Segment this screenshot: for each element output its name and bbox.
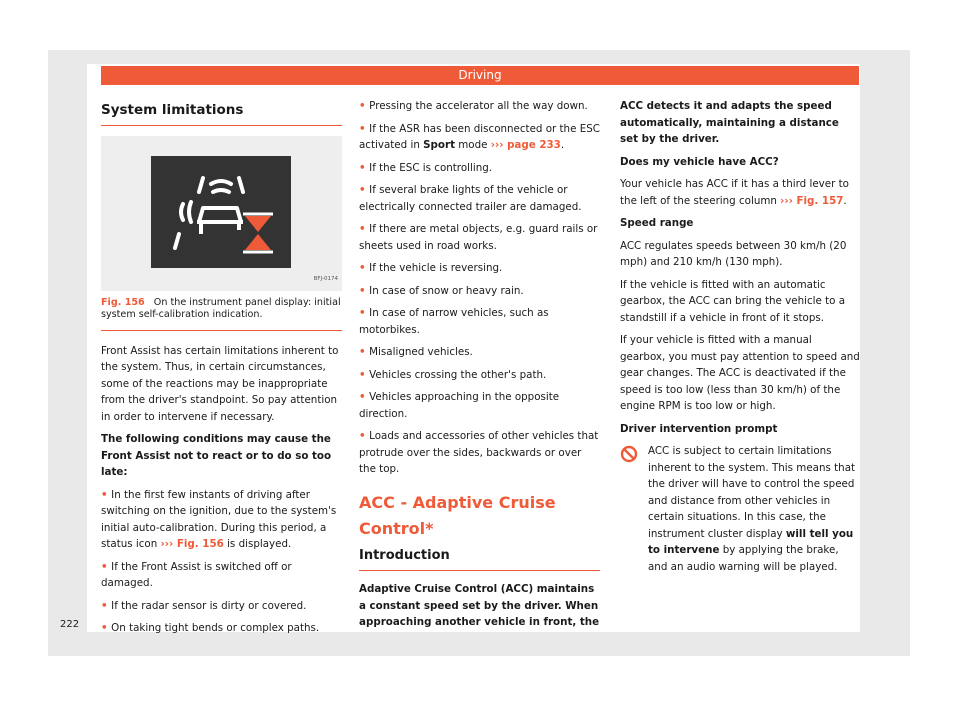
question-heading: Does my vehicle have ACC? [620,155,779,168]
warning-text: ACC is subject to certain limitations inherent to the system. This means that the driver will have to control the speed and distance from other vehicles in certain situations. In this case, the instrument cluster display will tell you to intervene by applying the brake, and an audio warning will be played. [648,445,856,573]
answer-paragraph: Your vehicle has ACC if it has a third lever to the left of the steering column ››› Fig. 157. [620,178,849,207]
list-item: • In case of narrow vehicles, such as motorbikes. [359,305,600,338]
acc-intro-paragraph: Adaptive Cruise Control (ACC) maintains a constant speed set by the driver. When approaching another vehicle in front, the [359,583,600,628]
figure-link[interactable]: ››› Fig. 157 [780,194,844,207]
introduction-heading: Introduction [359,548,600,572]
acc-lead-paragraph: ACC detects it and adapts the speed automatically, maintaining a distance set by the driver. [620,100,839,145]
instrument-display [151,156,291,268]
caption-text: On the instrument panel display: initial system self-calibration indication. [101,296,341,320]
driver-intervention-heading: Driver intervention prompt [620,422,778,435]
manual-gearbox-paragraph: If your vehicle is fitted with a manual gearbox, you must pay attention to speed and gear changes. The ACC is deactivated if the speed is too low (less than 30 km/h) of the engine RPM is too low or high. [620,334,860,412]
column-3 [620,98,860,581]
list-item: • Vehicles approaching in the opposite direction. [359,389,600,422]
list-item: • Misaligned vehicles. [359,344,600,361]
no-symbol-icon [620,445,638,463]
list-item: • If the ESC is controlling. [359,160,600,177]
list-item: • Pressing the accelerator all the way down. [359,98,600,115]
list-item: • In the first few instants of driving after switching on the ignition, due to the system's initial auto-calibration. During this period, a status icon ››› Fig. 156 is displayed. [101,487,342,553]
chapter-header: Driving [101,66,859,85]
section-title: System limitations [101,90,342,126]
list-item: • On taking tight bends or complex paths. [101,620,342,637]
page-number: 222 [60,619,80,630]
conditions-heading: The following conditions may cause the Front Assist not to react or to do so too late: [101,433,332,478]
column-2 [359,98,600,637]
automatic-gearbox-paragraph: If the vehicle is fitted with an automatic gearbox, the ACC can bring the vehicle to a standstill if a vehicle in front of it stops. [620,278,846,324]
list-item: • If several brake lights of the vehicle or electrically connected trailer are damaged. [359,182,600,215]
list-item: • If the vehicle is reversing. [359,260,600,277]
list-item: • If the ASR has been disconnected or the ESC activated in Sport mode ››› page 233. [359,121,600,154]
list-item: • In case of snow or heavy rain. [359,283,600,300]
list-item: • If there are metal objects, e.g. guard rails or sheets used in road works. [359,221,600,254]
figure-link[interactable]: ››› Fig. 156 [160,538,224,550]
warning-note [620,443,860,581]
speed-range-paragraph: ACC regulates speeds between 30 km/h (20 mph) and 210 km/h (130 mph). [620,239,847,268]
front-assist-calibration-icon [151,156,291,268]
figure-label[interactable]: Fig. 156 [101,296,145,308]
figure-caption [101,297,342,331]
column-1 [101,90,342,643]
speed-range-heading: Speed range [620,217,694,229]
list-item: • Loads and accessories of other vehicles that protrude over the sides, backwards or over the top. [359,428,600,478]
list-item: • If the radar sensor is dirty or covered. [101,598,342,615]
page-link[interactable]: ››› page 233 [490,139,561,151]
figure-code: BFJ-0174 [313,276,338,282]
list-item: • Vehicles crossing the other's path. [359,367,600,384]
list-item: • If the Front Assist is switched off or damaged. [101,559,342,592]
figure-156 [101,136,342,291]
acc-section-title: ACC - Adaptive Cruise Control* [359,492,556,538]
intro-paragraph: Front Assist has certain limitations inherent to the system. Thus, in certain circumstances, some of the reactions may be inappropriate from the driver's standpoint. So pay attention in order to intervene if necessary. [101,344,339,423]
